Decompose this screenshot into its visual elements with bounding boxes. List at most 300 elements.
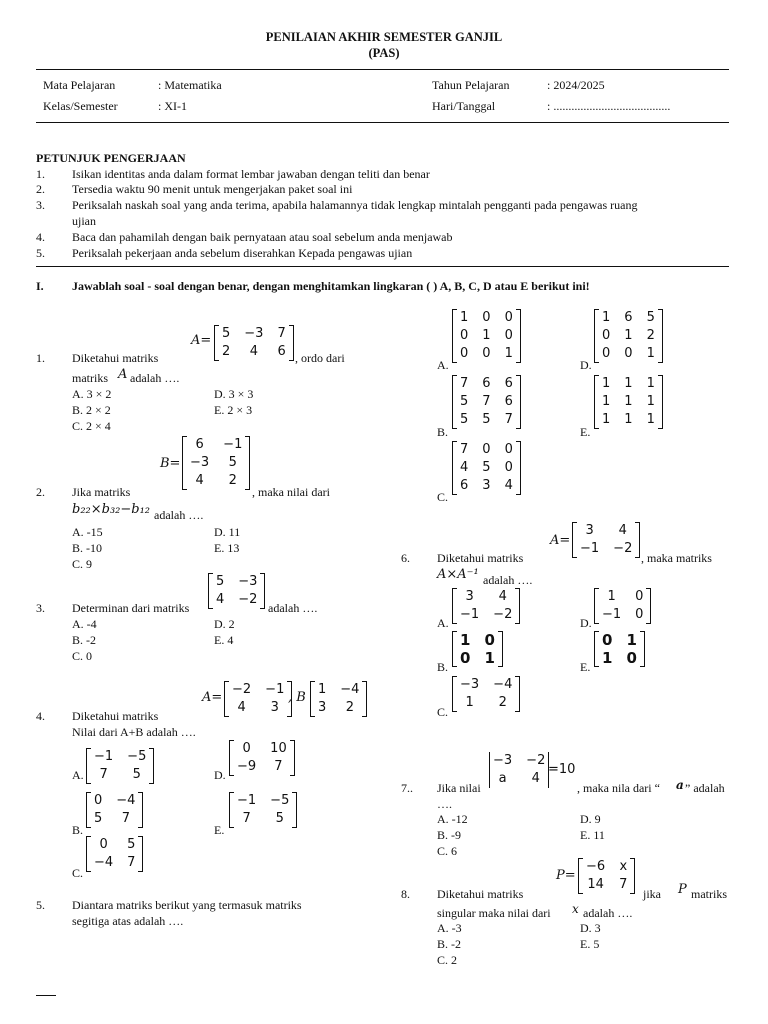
- q8-var: P: [678, 882, 687, 897]
- q2-matrix-label: B=: [160, 456, 181, 471]
- matrix-entry: −4: [94, 855, 114, 870]
- matrix-entry: 6: [482, 376, 491, 391]
- q8-text: adalah ….: [583, 906, 633, 920]
- q7-var: a: [676, 778, 684, 792]
- matrix-entry: −4: [493, 677, 513, 692]
- matrix-entry: 0: [242, 741, 251, 756]
- instruction-text: Isikan identitas anda dalam format lembar jawaban dengan teliti dan benar: [72, 167, 430, 181]
- matrix-entry: −9: [237, 759, 257, 774]
- q4-option-matrix: [229, 792, 297, 828]
- q7-equation: =10: [548, 762, 576, 777]
- matrix-entry: −2: [613, 541, 633, 556]
- matrix-entry: −3: [244, 326, 264, 341]
- matrix-entry: 4: [216, 592, 225, 607]
- matrix-cells: [599, 375, 658, 429]
- q6-option-matrix: [452, 631, 503, 667]
- matrix-cells: [229, 681, 287, 717]
- q4-option-matrix: [86, 836, 143, 872]
- bracket-right: [658, 375, 663, 429]
- q7-text: ” adalah: [685, 781, 725, 795]
- matrix-entry: −2: [493, 607, 513, 622]
- matrix-entry: 7: [99, 767, 108, 782]
- q4-option-label: C.: [72, 866, 84, 880]
- bracket-right: [498, 631, 503, 667]
- matrix-entry: 0: [460, 649, 471, 667]
- q3-option: B. -2: [72, 633, 96, 647]
- q2-option: A. -15: [72, 525, 103, 539]
- matrix-entry: 1: [626, 631, 637, 649]
- q1-text: matriks: [72, 371, 108, 385]
- matrix-entry: 1: [318, 682, 327, 697]
- bracket-right: [515, 676, 520, 712]
- q6-option-label: B.: [437, 660, 449, 674]
- bracket-right: [149, 748, 154, 784]
- matrix-cells: [213, 573, 260, 609]
- q5-option-label: E.: [580, 425, 591, 439]
- matrix-cells: [583, 858, 630, 894]
- matrix-entry: 7: [121, 811, 130, 826]
- page-subtitle: (PAS): [368, 46, 400, 60]
- matrix-entry: 2: [222, 344, 231, 359]
- q5-option-label: B.: [437, 425, 449, 439]
- matrix-entry: 7: [274, 759, 283, 774]
- instruction-number: 3.: [36, 198, 45, 212]
- q8-matrix: [578, 858, 635, 894]
- matrix-entry: 2: [646, 328, 655, 343]
- bracket-right: [635, 522, 640, 558]
- q5-option-label: A.: [437, 358, 449, 372]
- q4-matrix-b: [310, 681, 367, 717]
- matrix-entry: 7: [619, 877, 628, 892]
- matrix-entry: 3: [585, 523, 594, 538]
- matrix-entry: 4: [195, 473, 204, 488]
- q4-option-label: A.: [72, 768, 84, 782]
- matrix-cells: [599, 631, 640, 667]
- q4-option-label: E.: [214, 823, 225, 837]
- instruction-text: Tersedia waktu 90 menit untuk mengerjakan paket soal ini: [72, 182, 353, 196]
- bracket-right: [646, 588, 651, 624]
- matrix-entry: 3: [465, 589, 474, 604]
- matrix-entry: 5: [94, 811, 103, 826]
- q2-number: 2.: [36, 485, 45, 499]
- bracket-right: [292, 792, 297, 828]
- matrix-entry: −2: [238, 592, 258, 607]
- q3-option: E. 4: [214, 633, 234, 647]
- q7-determinant: [489, 752, 549, 788]
- q6-text: , maka matriks: [641, 551, 712, 565]
- matrix-entry: 5: [127, 837, 136, 852]
- matrix-entry: 1: [624, 412, 633, 427]
- bracket-right: [515, 588, 520, 624]
- q7-option: E. 11: [580, 828, 605, 842]
- field-label: Tahun Pelajaran: [432, 78, 510, 92]
- matrix-entry: −1: [223, 437, 243, 452]
- field-label: Kelas/Semester: [43, 99, 118, 113]
- q8-text: matriks: [691, 887, 727, 901]
- matrix-entry: 1: [602, 649, 613, 667]
- matrix-entry: 1: [602, 376, 611, 391]
- q7-option: C. 6: [437, 844, 458, 858]
- matrix-cells: [599, 309, 658, 363]
- matrix-entry: 1: [607, 589, 616, 604]
- q3-matrix: [208, 573, 265, 609]
- matrix-entry: 4: [618, 523, 627, 538]
- matrix-cells: [599, 588, 646, 624]
- field-value: : .......................................: [547, 99, 671, 113]
- matrix-entry: 4: [460, 460, 469, 475]
- matrix-entry: 5: [460, 394, 469, 409]
- q4-option-matrix: [86, 748, 154, 784]
- q7-option: B. -9: [437, 828, 461, 842]
- q8-text: Diketahui matriks: [437, 887, 524, 901]
- q5-option-matrix: [594, 309, 663, 363]
- matrix-entry: −4: [116, 793, 136, 808]
- q5-option-matrix: [452, 441, 521, 495]
- matrix-entry: 0: [484, 631, 495, 649]
- q7-text: Jika nilai: [437, 781, 481, 795]
- q2-option: C. 9: [72, 557, 93, 571]
- matrix-entry: 0: [482, 346, 491, 361]
- q5-option-matrix: [452, 375, 521, 429]
- matrix-entry: 6: [624, 310, 633, 325]
- field-value: : XI-1: [158, 99, 187, 113]
- matrix-entry: 1: [504, 346, 513, 361]
- matrix-entry: 1: [460, 631, 471, 649]
- matrix-entry: 0: [602, 631, 613, 649]
- q4-option-matrix: [86, 792, 143, 828]
- instruction-number: 4.: [36, 230, 45, 244]
- q1-text: adalah ….: [130, 371, 180, 385]
- q6-number: 6.: [401, 551, 410, 565]
- matrix-entry: 5: [460, 412, 469, 427]
- q4-number: 4.: [36, 709, 45, 723]
- field-value: : Matematika: [158, 78, 222, 92]
- bracket-right: [260, 573, 265, 609]
- q6-text: adalah ….: [483, 573, 533, 587]
- q6-matrix-label: A=: [550, 533, 571, 548]
- matrix-entry: 0: [504, 328, 513, 343]
- instruction-number: 2.: [36, 182, 45, 196]
- q4-matrix-a: [224, 681, 292, 717]
- q3-option: A. -4: [72, 617, 97, 631]
- header-rule-top: [36, 69, 729, 70]
- q6-expression: A×A⁻¹: [437, 567, 479, 582]
- field-label: Hari/Tanggal: [432, 99, 496, 113]
- q6-option-matrix: [452, 676, 520, 712]
- q7-number: 7..: [401, 781, 413, 795]
- matrix-cells: [315, 681, 362, 717]
- matrix-entry: 0: [504, 460, 513, 475]
- q4-text: Nilai dari A+B adalah ….: [72, 725, 196, 739]
- q7-text: ….: [437, 797, 452, 811]
- matrix-entry: 0: [460, 346, 469, 361]
- matrix-entry: 6: [504, 376, 513, 391]
- q5-number: 5.: [36, 898, 45, 912]
- matrix-entry: 2: [228, 473, 237, 488]
- matrix-entry: 0: [504, 310, 513, 325]
- matrix-entry: 1: [624, 394, 633, 409]
- matrix-entry: 7: [482, 394, 491, 409]
- q3-option: D. 2: [214, 617, 235, 631]
- matrix-entry: 3: [482, 478, 491, 493]
- matrix-entry: 5: [646, 310, 655, 325]
- matrix-entry: −1: [265, 682, 285, 697]
- matrix-entry: 5: [482, 460, 491, 475]
- matrix-cells: [490, 752, 548, 788]
- matrix-entry: 4: [249, 344, 258, 359]
- instruction-text: Periksalah pekerjaan anda sebelum diserahkan Kepada pengawas ujian: [72, 246, 413, 260]
- q3-text: Determinan dari matriks: [72, 601, 190, 615]
- q2-option: D. 11: [214, 525, 241, 539]
- matrix-entry: −2: [526, 753, 546, 768]
- bracket-right: [516, 375, 521, 429]
- q8-option: E. 5: [580, 937, 600, 951]
- matrix-entry: 1: [624, 328, 633, 343]
- q8-text: jika: [643, 887, 661, 901]
- matrix-entry: 1: [646, 394, 655, 409]
- q5-option-label: C.: [437, 490, 449, 504]
- matrix-entry: −1: [237, 793, 257, 808]
- q1-option: D. 3 × 3: [214, 387, 254, 401]
- matrix-cells: [91, 792, 138, 828]
- q1-option: E. 2 × 3: [214, 403, 253, 417]
- matrix-cells: [234, 740, 290, 776]
- bracket-right: [138, 792, 143, 828]
- matrix-entry: x: [619, 859, 628, 874]
- q1-number: 1.: [36, 351, 45, 365]
- q6-option-label: D.: [580, 616, 592, 630]
- q8-option: B. -2: [437, 937, 461, 951]
- q7-option: A. -12: [437, 812, 468, 826]
- q6-option-label: C.: [437, 705, 449, 719]
- matrix-cells: [457, 375, 516, 429]
- bracket-right: [290, 740, 295, 776]
- matrix-entry: 6: [195, 437, 204, 452]
- q2-matrix: [182, 436, 250, 490]
- q1-matrix: [214, 325, 294, 361]
- matrix-entry: 1: [465, 695, 474, 710]
- matrix-cells: [91, 748, 149, 784]
- q4-option-label: B.: [72, 823, 84, 837]
- matrix-entry: 6: [277, 344, 286, 359]
- q4-matrix-label-a: A=: [202, 690, 223, 705]
- q8-option: D. 3: [580, 921, 601, 935]
- q5-option-matrix: [594, 375, 663, 429]
- matrix-cells: [457, 588, 515, 624]
- matrix-entry: −4: [340, 682, 360, 697]
- matrix-entry: 6: [460, 478, 469, 493]
- bracket-right: [245, 436, 250, 490]
- q1-option: B. 2 × 2: [72, 403, 111, 417]
- matrix-entry: −1: [460, 607, 480, 622]
- matrix-entry: 2: [498, 695, 507, 710]
- matrix-cells: [91, 836, 138, 872]
- matrix-entry: 5: [482, 412, 491, 427]
- matrix-entry: 1: [646, 376, 655, 391]
- matrix-entry: 1: [602, 310, 611, 325]
- q8-text: singular maka nilai dari: [437, 906, 551, 920]
- matrix-cells: [219, 325, 289, 361]
- q5-option-label: D.: [580, 358, 592, 372]
- bracket-right: [362, 681, 367, 717]
- q2-text: , maka nilai dari: [252, 485, 330, 499]
- matrix-entry: −3: [190, 455, 210, 470]
- bracket-right: [516, 309, 521, 363]
- matrix-entry: 7: [277, 326, 286, 341]
- matrix-entry: 4: [498, 589, 507, 604]
- q8-matrix-label: P=: [556, 868, 576, 883]
- q6-matrix: [572, 522, 640, 558]
- matrix-entry: 3: [270, 700, 279, 715]
- matrix-entry: 0: [94, 793, 103, 808]
- q3-number: 3.: [36, 601, 45, 615]
- q1-text: , ordo dari: [295, 351, 345, 365]
- matrix-entry: 5: [222, 326, 231, 341]
- matrix-entry: −1: [94, 749, 114, 764]
- matrix-entry: −3: [238, 574, 258, 589]
- matrix-cells: [457, 441, 516, 495]
- matrix-entry: 0: [626, 649, 637, 667]
- matrix-entry: 0: [602, 346, 611, 361]
- bracket-right: [658, 309, 663, 363]
- q4-matrix-label-b: , B: [288, 690, 306, 705]
- q2-text: Jika matriks: [72, 485, 131, 499]
- instruction-number: 5.: [36, 246, 45, 260]
- q6-option-label: E.: [580, 660, 591, 674]
- q5-text: segitiga atas adalah ….: [72, 914, 184, 928]
- q7-text: , maka nila dari “: [577, 781, 660, 795]
- q1-option: C. 2 × 4: [72, 419, 111, 433]
- field-value: : 2024/2025: [547, 78, 605, 92]
- matrix-entry: −1: [602, 607, 622, 622]
- bracket-right: [630, 858, 635, 894]
- section-number: I.: [36, 279, 44, 293]
- matrix-entry: 7: [460, 376, 469, 391]
- matrix-entry: 0: [504, 442, 513, 457]
- matrix-entry: 0: [482, 442, 491, 457]
- matrix-entry: 2: [345, 700, 354, 715]
- q4-text: Diketahui matriks: [72, 709, 159, 723]
- instructions-rule: [36, 266, 729, 267]
- q8-var: x: [572, 902, 579, 916]
- matrix-cells: [457, 309, 516, 363]
- instruction-text: Baca dan pahamilah dengan baik pernyataan atau soal sebelum anda menjawab: [72, 230, 453, 244]
- matrix-entry: −6: [586, 859, 606, 874]
- matrix-entry: 0: [99, 837, 108, 852]
- matrix-cells: [187, 436, 245, 490]
- q1-option: A. 3 × 2: [72, 387, 112, 401]
- matrix-cells: [457, 676, 515, 712]
- q2-text: adalah ….: [154, 508, 204, 522]
- matrix-entry: 4: [237, 700, 246, 715]
- q1-var: A: [118, 367, 128, 382]
- q3-option: C. 0: [72, 649, 93, 663]
- matrix-entry: 5: [275, 811, 284, 826]
- matrix-entry: 4: [504, 478, 513, 493]
- q8-option: C. 2: [437, 953, 458, 967]
- matrix-entry: 10: [270, 741, 287, 756]
- matrix-entry: 1: [624, 376, 633, 391]
- matrix-cells: [457, 631, 498, 667]
- q2-option: B. -10: [72, 541, 102, 555]
- matrix-entry: 6: [504, 394, 513, 409]
- q1-text: Diketahui matriks: [72, 351, 159, 365]
- bracket-right: [289, 325, 294, 361]
- matrix-entry: 0: [602, 328, 611, 343]
- matrix-entry: 0: [624, 346, 633, 361]
- matrix-entry: 1: [460, 310, 469, 325]
- q4-option-matrix: [229, 740, 295, 776]
- q8-option: A. -3: [437, 921, 462, 935]
- matrix-entry: 5: [132, 767, 141, 782]
- field-label: Mata Pelajaran: [43, 78, 116, 92]
- q5-option-matrix: [452, 309, 521, 363]
- matrix-entry: 4: [531, 771, 540, 786]
- matrix-entry: 5: [216, 574, 225, 589]
- matrix-entry: −3: [493, 753, 513, 768]
- q6-option-matrix: [594, 588, 651, 624]
- matrix-entry: −3: [460, 677, 480, 692]
- matrix-entry: 1: [602, 412, 611, 427]
- q1-matrix-label: A=: [191, 333, 212, 348]
- q4-option-label: D.: [214, 768, 226, 782]
- q2-expression: b₂₂×b₃₂−b₁₂: [72, 502, 151, 517]
- page-title: PENILAIAN AKHIR SEMESTER GANJIL: [265, 30, 503, 44]
- q6-option-label: A.: [437, 616, 449, 630]
- section-instruction: Jawablah soal - soal dengan benar, dengan menghitamkan lingkaran ( ) A, B, C, D atau E berikut ini!: [72, 279, 590, 293]
- matrix-entry: 5: [228, 455, 237, 470]
- matrix-entry: −5: [270, 793, 290, 808]
- q6-option-matrix: [452, 588, 520, 624]
- bracket-right: [516, 441, 521, 495]
- instruction-text: ujian: [72, 214, 96, 228]
- q5-text: Diantara matriks berikut yang termasuk matriks: [72, 898, 302, 912]
- matrix-entry: 14: [587, 877, 604, 892]
- header-rule-bottom: [36, 122, 729, 123]
- matrix-entry: 7: [504, 412, 513, 427]
- q3-text: adalah ….: [268, 601, 318, 615]
- matrix-entry: 1: [646, 346, 655, 361]
- q8-number: 8.: [401, 887, 410, 901]
- q2-option: E. 13: [214, 541, 240, 555]
- matrix-entry: −2: [232, 682, 252, 697]
- q6-option-matrix: [594, 631, 645, 667]
- matrix-entry: 1: [646, 412, 655, 427]
- matrix-entry: 0: [635, 607, 644, 622]
- matrix-entry: a: [498, 771, 507, 786]
- matrix-entry: 7: [127, 855, 136, 870]
- matrix-entry: 1: [484, 649, 495, 667]
- bracket-right: [138, 836, 143, 872]
- instructions-heading: PETUNJUK PENGERJAAN: [36, 151, 186, 165]
- instruction-text: Periksalah naskah soal yang anda terima, apabila halamannya tidak lengkap mintalah pengganti pada pengawas ruang: [72, 198, 638, 212]
- matrix-entry: 0: [635, 589, 644, 604]
- matrix-entry: 7: [242, 811, 251, 826]
- matrix-entry: 0: [482, 310, 491, 325]
- matrix-entry: 1: [602, 394, 611, 409]
- bracket-right: [640, 631, 645, 667]
- footnote-rule: [36, 995, 56, 996]
- q6-text: Diketahui matriks: [437, 551, 524, 565]
- matrix-entry: −1: [580, 541, 600, 556]
- matrix-entry: 3: [318, 700, 327, 715]
- matrix-entry: 7: [460, 442, 469, 457]
- matrix-entry: 0: [460, 328, 469, 343]
- matrix-cells: [234, 792, 292, 828]
- matrix-entry: 1: [482, 328, 491, 343]
- matrix-cells: [577, 522, 635, 558]
- instruction-number: 1.: [36, 167, 45, 181]
